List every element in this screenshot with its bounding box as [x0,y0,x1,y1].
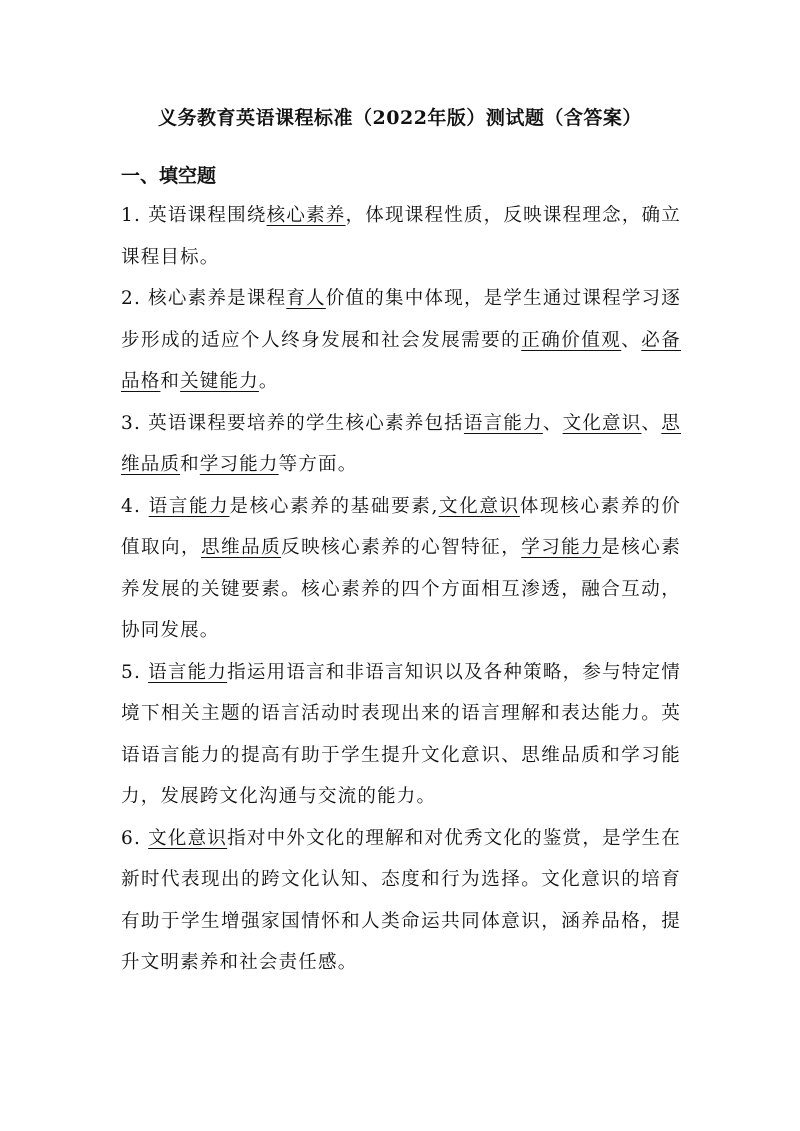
question-item [121,278,681,403]
question-text: 、 [641,412,662,434]
answer-blank: 语言能力 [148,495,230,517]
question-item [121,818,681,984]
section-heading: 一、填空题 [121,165,217,187]
answer-blank: 正确价值观 [521,329,622,351]
answer-blank: 核心素养 [266,205,346,226]
answer-blank: 必备品格 [121,329,681,392]
question-text: 。 [258,371,279,392]
question-text: ，体现课程性质，反映课程理念，确立课程目标。 [121,205,681,268]
question-text: 体现核心素养的价值取向， [121,495,681,558]
answer-blank: 关键能力 [180,371,259,392]
question-text: 3. 英语课程要培养的学生核心素养包括 [121,412,464,434]
question-text: 指运用语言和非语言知识以及各种策略，参与特定情境下相关主题的语言活动时表现出来的语言理解和表达能力。英语语言能力的提高有助于学生提升文化意识、思维品质和学习能力，发展跨文化沟通与交流的能力。 [121,661,681,807]
question-text: 、 [542,412,563,434]
answer-blank: 语言能力 [148,661,228,683]
answer-blank: 学习能力 [521,537,602,558]
question-text: 6. [121,827,149,849]
question-text: 是核心素养发展的关键要素。核心素养的四个方面相互渗透，融合互动，协同发展。 [121,537,681,641]
answer-blank: 育人 [286,288,326,309]
answer-blank: 思维品质 [201,537,282,558]
question-text: 和 [180,454,200,475]
answer-blank: 文化意识 [562,412,642,434]
question-text: 和 [160,371,181,392]
question-text: 、 [621,329,642,351]
question-text: 2. 核心素养是课程 [121,288,287,309]
question-text: 反映核心素养的心智特征， [281,537,522,558]
question-item [121,195,681,278]
question-item [121,486,681,652]
question-text: 4. [121,495,149,517]
answer-blank: 学习能力 [199,454,279,475]
document-title: 义务教育英语课程标准（2022年版）测试题（含答案） [158,107,642,129]
answer-blank: 思维品质 [121,412,681,475]
answer-blank: 文化意识 [438,495,520,517]
question-text: 价值的集中体现，是学生通过课程学习逐步形成的适应个人终身发展和社会发展需要的 [121,288,681,351]
question-text: 1. 英语课程围绕 [121,205,267,226]
question-text: 5. [121,661,149,683]
question-list [121,195,681,984]
question-text: 指对中外文化的理解和对优秀文化的鉴赏，是学生在新时代表现出的跨文化认知、态度和行为选择。文化意识的培育有助于学生增强家国情怀和人类命运共同体意识，涵养品格，提升文明素养和社会责任感。 [121,827,681,973]
question-text: 等方面。 [278,454,358,475]
question-text: 是核心素养的基础要素, [229,495,439,517]
answer-blank: 文化意识 [148,827,228,849]
question-item [121,652,681,818]
question-item [121,403,681,486]
answer-blank: 语言能力 [463,412,543,434]
